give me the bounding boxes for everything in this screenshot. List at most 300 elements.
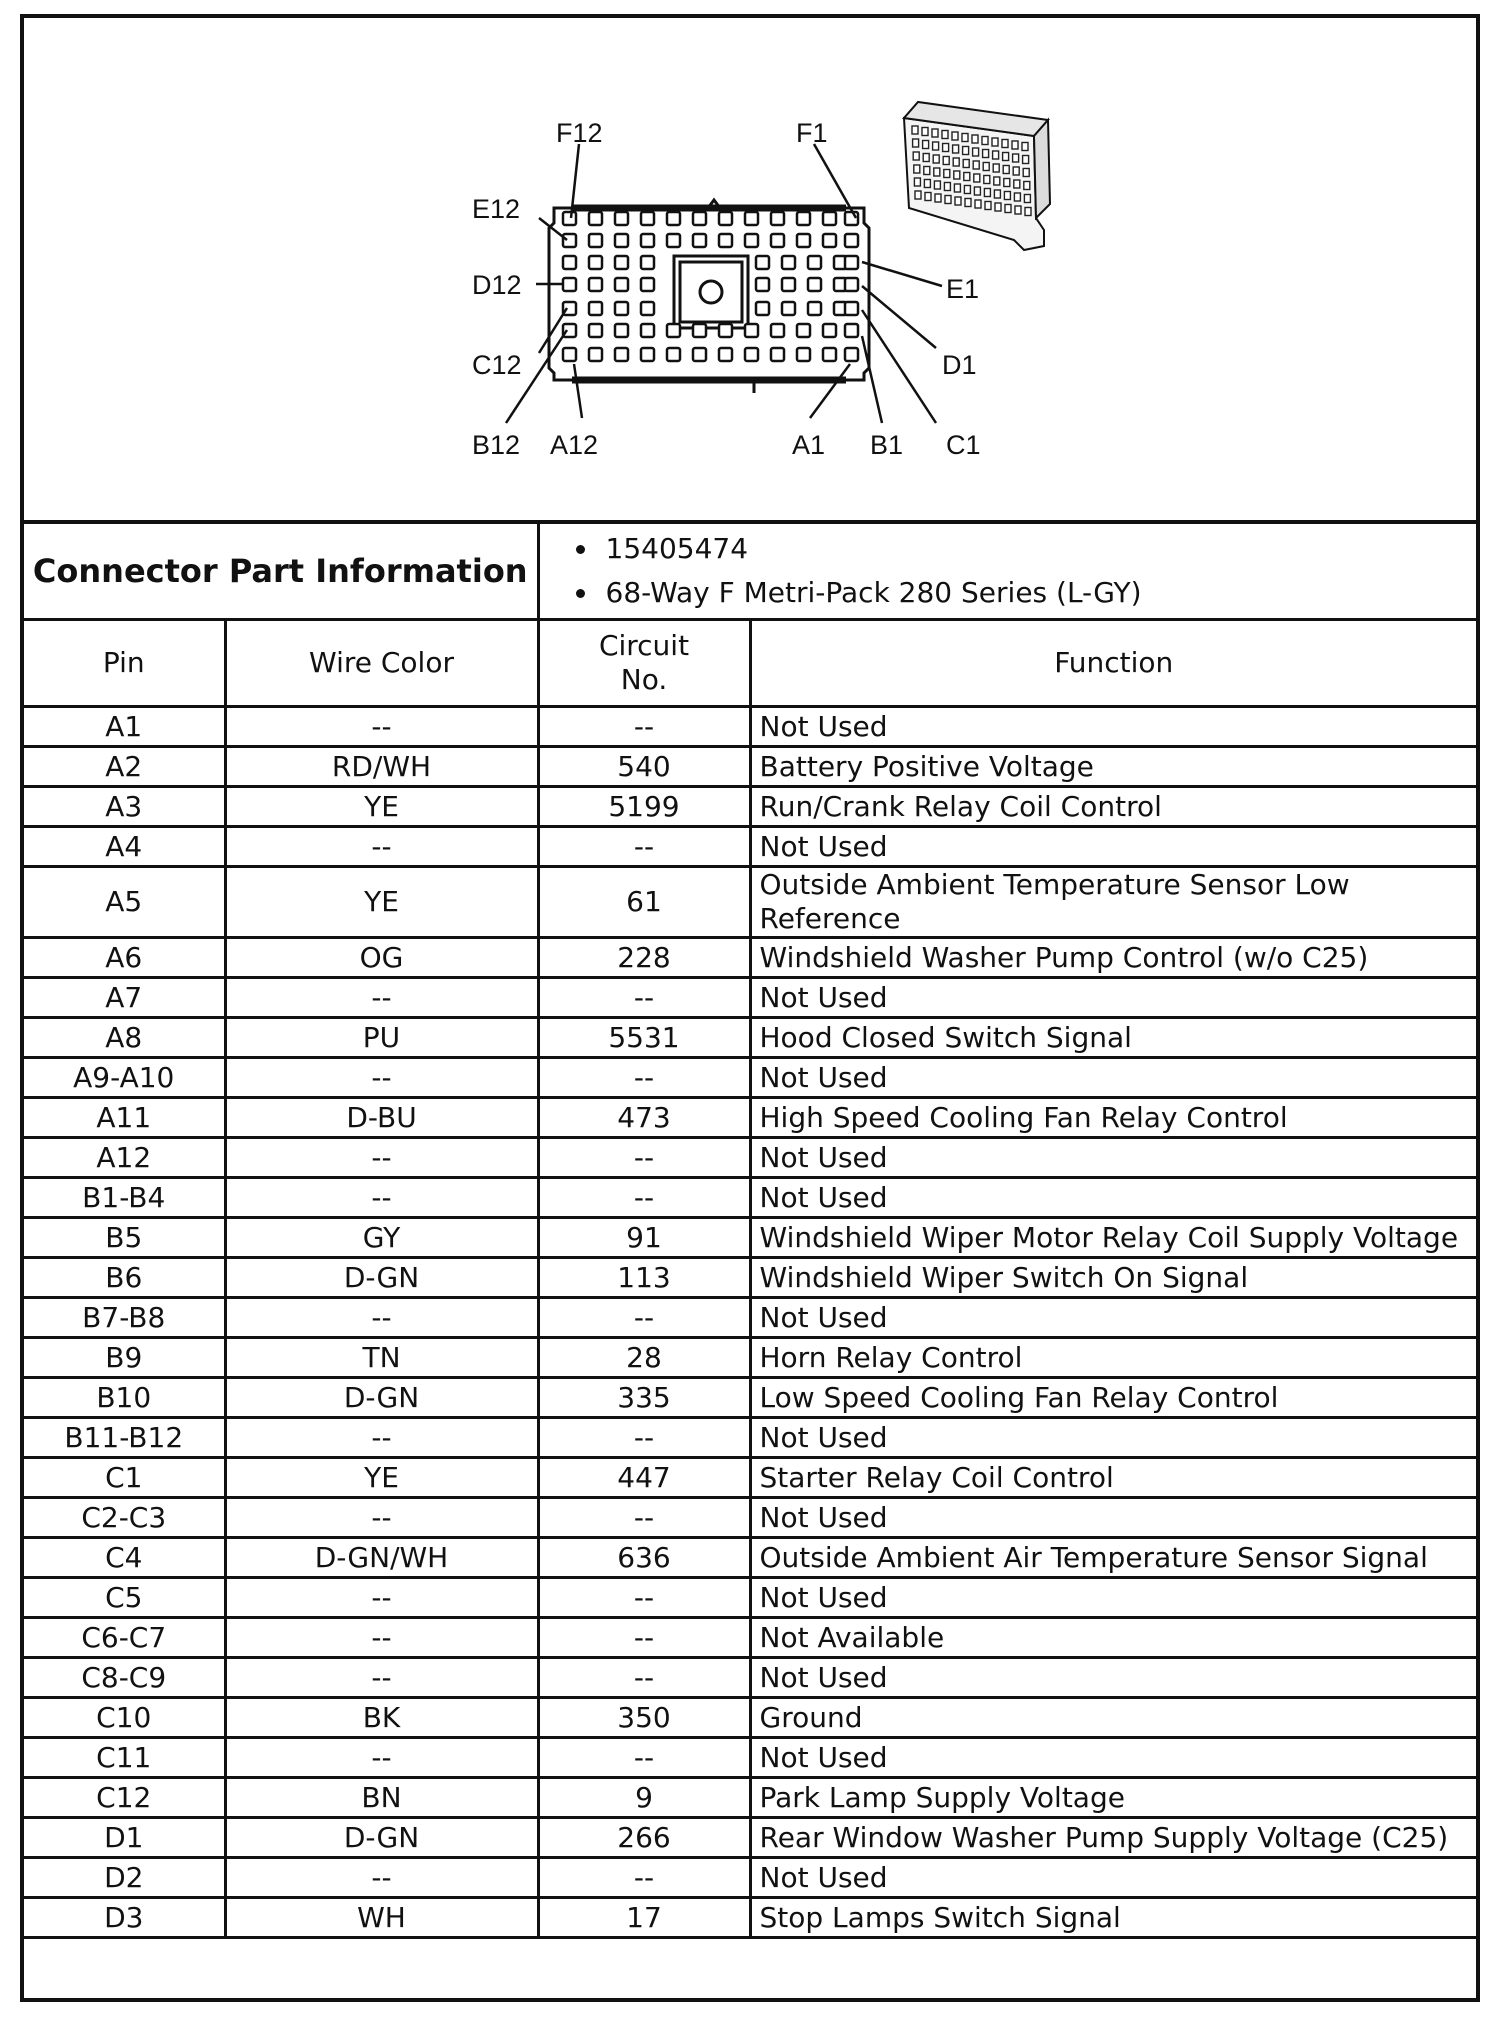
function-cell: Not Used — [750, 978, 1476, 1018]
pin-cell: A6 — [24, 938, 225, 978]
function-cell: Run/Crank Relay Coil Control — [750, 787, 1476, 827]
thumbnail-cavity — [1004, 192, 1010, 200]
pin-cavity — [563, 234, 576, 247]
thumbnail-cavity — [954, 171, 960, 179]
pin-cavity — [845, 324, 858, 337]
thumbnail-cavity — [924, 167, 930, 175]
table-row — [24, 1898, 1476, 1938]
pin-cell: D1 — [24, 1818, 225, 1858]
circuit-cell: 91 — [538, 1218, 750, 1258]
pin-cell: B10 — [24, 1378, 225, 1418]
circuit-cell: 228 — [538, 938, 750, 978]
pin-cavity — [693, 348, 706, 361]
thumbnail-cavity — [1013, 154, 1019, 162]
circuit-cell: 5531 — [538, 1018, 750, 1058]
pin-cavity — [615, 302, 628, 315]
thumbnail-cavity — [994, 177, 1000, 185]
circuit-cell: 113 — [538, 1258, 750, 1298]
table-row — [24, 1498, 1476, 1538]
table-row — [24, 1338, 1476, 1378]
thumbnail-cavity — [964, 173, 970, 181]
thumbnail-cavity — [992, 138, 998, 146]
thumbnail-cavity — [984, 189, 990, 197]
wire-color-cell: GY — [225, 1218, 538, 1258]
wire-color-cell: -- — [225, 1498, 538, 1538]
table-row — [24, 1098, 1476, 1138]
pin-cell: A8 — [24, 1018, 225, 1058]
thumbnail-cavity — [1015, 206, 1021, 214]
table-row — [24, 1178, 1476, 1218]
pin-cavity — [797, 234, 810, 247]
wire-color-cell: -- — [225, 1618, 538, 1658]
table-row — [24, 707, 1476, 747]
circuit-cell: -- — [538, 1138, 750, 1178]
thumbnail-cavity — [955, 197, 961, 205]
connector-face-drawing — [24, 18, 1476, 520]
thumbnail-cavity — [975, 200, 981, 208]
function-cell: Not Used — [750, 1138, 1476, 1178]
connector-diagram — [24, 18, 1476, 524]
pin-cavity — [667, 348, 680, 361]
table-row — [24, 938, 1476, 978]
wire-color-cell: -- — [225, 827, 538, 867]
pin-cell: B7-B8 — [24, 1298, 225, 1338]
thumbnail-cavity — [912, 126, 918, 134]
thumbnail-cavity — [1004, 179, 1010, 187]
thumbnail-cavity — [965, 199, 971, 207]
thumbnail-cavity — [1022, 143, 1028, 151]
function-cell: Not Used — [750, 1858, 1476, 1898]
table-row — [24, 1578, 1476, 1618]
circuit-cell: 636 — [538, 1538, 750, 1578]
header-circuit-text: Circuit No. — [598, 629, 690, 696]
function-cell: Outside Ambient Air Temperature Sensor Signal — [750, 1538, 1476, 1578]
label-b1: B1 — [870, 430, 904, 460]
thumbnail-cavity — [1003, 153, 1009, 161]
function-cell: Battery Positive Voltage — [750, 747, 1476, 787]
pin-cell: A1 — [24, 707, 225, 747]
table-row — [24, 1858, 1476, 1898]
circuit-cell: 61 — [538, 867, 750, 938]
wire-color-cell: -- — [225, 1738, 538, 1778]
function-cell: Windshield Wiper Switch On Signal — [750, 1258, 1476, 1298]
thumbnail-cavity — [984, 176, 990, 184]
connector-outline — [549, 200, 869, 393]
wire-color-cell: -- — [225, 1058, 538, 1098]
thumbnail-cavity — [943, 144, 949, 152]
thumbnail-cavity — [973, 148, 979, 156]
thumbnail-cavity — [933, 142, 939, 150]
thumbnail-cavity — [913, 152, 919, 160]
label-d12: D12 — [472, 270, 522, 300]
pin-cavity — [745, 212, 758, 225]
function-cell: Low Speed Cooling Fan Relay Control — [750, 1378, 1476, 1418]
pin-cavity — [719, 324, 732, 337]
circuit-cell: -- — [538, 707, 750, 747]
thumbnail-cavity — [1014, 180, 1020, 188]
pin-cell: A9-A10 — [24, 1058, 225, 1098]
thumbnail-cavity — [993, 151, 999, 159]
circuit-cell: 335 — [538, 1378, 750, 1418]
pin-cavity — [845, 302, 858, 315]
thumbnail-cavity — [952, 132, 958, 140]
label-c12: C12 — [472, 350, 522, 380]
thumbnail-cavity — [944, 170, 950, 178]
wire-color-cell: YE — [225, 867, 538, 938]
pin-cavity — [808, 278, 821, 291]
thumbnail-cavity — [925, 193, 931, 201]
thumbnail-cavity — [1005, 205, 1011, 213]
pin-cavity — [589, 302, 602, 315]
table-row — [24, 867, 1476, 938]
pin-cavity — [782, 256, 795, 269]
pin-cavity — [771, 348, 784, 361]
pin-cavity — [808, 256, 821, 269]
wire-color-cell: TN — [225, 1338, 538, 1378]
function-cell: Not Used — [750, 1578, 1476, 1618]
circuit-cell: -- — [538, 1298, 750, 1338]
pin-cavity — [845, 348, 858, 361]
thumbnail-cavity — [1024, 195, 1030, 203]
circuit-cell: -- — [538, 1578, 750, 1618]
circuit-cell: -- — [538, 827, 750, 867]
table-row — [24, 978, 1476, 1018]
pin-cavity — [845, 234, 858, 247]
thumbnail-cavity — [983, 150, 989, 158]
header-circuit — [538, 620, 750, 707]
circuit-cell: -- — [538, 1058, 750, 1098]
pin-cavity — [845, 278, 858, 291]
table-row — [24, 1618, 1476, 1658]
function-cell: Park Lamp Supply Voltage — [750, 1778, 1476, 1818]
thumbnail-cavity — [934, 168, 940, 176]
pin-cell: B9 — [24, 1338, 225, 1378]
wire-color-cell: BN — [225, 1778, 538, 1818]
function-cell: Not Used — [750, 1058, 1476, 1098]
pin-cavity — [641, 324, 654, 337]
pin-cavity — [756, 302, 769, 315]
pin-cavity — [641, 278, 654, 291]
thumbnail-cavity — [922, 128, 928, 136]
pinout-table — [24, 524, 1476, 1939]
thumbnail-cavity — [1003, 166, 1009, 174]
thumbnail-cavity — [973, 161, 979, 169]
wire-color-cell: YE — [225, 1458, 538, 1498]
function-cell: Not Used — [750, 1498, 1476, 1538]
wire-color-cell: WH — [225, 1898, 538, 1938]
thumbnail-cavity — [953, 145, 959, 153]
header-pin: Pin — [24, 620, 225, 707]
pin-cell: C8-C9 — [24, 1658, 225, 1698]
pin-cavity — [808, 302, 821, 315]
pin-cell: B6 — [24, 1258, 225, 1298]
circuit-cell: 447 — [538, 1458, 750, 1498]
thumbnail-cavity — [944, 183, 950, 191]
pin-cell: C1 — [24, 1458, 225, 1498]
pin-cavity — [641, 234, 654, 247]
thumbnail-cavity — [1013, 167, 1019, 175]
wire-color-cell: -- — [225, 1138, 538, 1178]
table-row — [24, 1298, 1476, 1338]
thumbnail-cavity — [934, 181, 940, 189]
pin-cavity — [615, 234, 628, 247]
pin-cell: A12 — [24, 1138, 225, 1178]
function-cell: Not Used — [750, 1178, 1476, 1218]
thumbnail-cavity — [924, 180, 930, 188]
pin-cavity — [745, 234, 758, 247]
thumbnail-cavity — [954, 184, 960, 192]
wire-color-cell: D-GN — [225, 1378, 538, 1418]
thumbnail-cavity — [935, 194, 941, 202]
thumbnail-cavity — [915, 191, 921, 199]
table-row — [24, 1138, 1476, 1178]
table-row — [24, 827, 1476, 867]
thumbnail-cavity — [995, 203, 1001, 211]
label-e1: E1 — [946, 274, 980, 304]
wire-color-cell: D-BU — [225, 1098, 538, 1138]
wire-color-cell: D-GN — [225, 1818, 538, 1858]
function-cell: High Speed Cooling Fan Relay Control — [750, 1098, 1476, 1138]
pin-cell: D3 — [24, 1898, 225, 1938]
table-row — [24, 1058, 1476, 1098]
wire-color-cell: D-GN — [225, 1258, 538, 1298]
pin-cavity — [823, 234, 836, 247]
thumbnail-cavity — [914, 165, 920, 173]
pin-grid — [563, 212, 858, 361]
pin-cavity — [771, 234, 784, 247]
connector-description: • 68-Way F Metri-Pack 280 Series (L-GY) — [600, 571, 1469, 615]
thumbnail-cavity — [933, 155, 939, 163]
pin-cavity — [745, 324, 758, 337]
function-cell: Stop Lamps Switch Signal — [750, 1898, 1476, 1938]
function-cell: Starter Relay Coil Control — [750, 1458, 1476, 1498]
connector-document — [20, 14, 1480, 2002]
pin-cell: A3 — [24, 787, 225, 827]
label-d1: D1 — [942, 350, 977, 380]
pin-cavity — [771, 324, 784, 337]
pin-cavity — [719, 234, 732, 247]
thumbnail-cavity — [985, 202, 991, 210]
pin-cell: A4 — [24, 827, 225, 867]
circuit-cell: 28 — [538, 1338, 750, 1378]
table-row — [24, 1738, 1476, 1778]
pin-cavity — [589, 324, 602, 337]
thumbnail-cavity — [1023, 156, 1029, 164]
pin-cell: B11-B12 — [24, 1418, 225, 1458]
thumbnail-cavity — [994, 190, 1000, 198]
pin-cavity — [615, 278, 628, 291]
table-row — [24, 1378, 1476, 1418]
pin-cavity — [823, 348, 836, 361]
pin-cavity — [771, 212, 784, 225]
thumbnail-cavity — [913, 139, 919, 147]
pin-cavity — [667, 324, 680, 337]
pin-cavity — [615, 256, 628, 269]
circuit-cell: 540 — [538, 747, 750, 787]
circuit-cell: 9 — [538, 1778, 750, 1818]
function-cell: Outside Ambient Temperature Sensor Low Reference — [750, 867, 1476, 938]
pin-cavity — [845, 212, 858, 225]
thumbnail-cavity — [914, 178, 920, 186]
pin-cavity — [693, 212, 706, 225]
thumbnail-cavity — [1023, 169, 1029, 177]
pin-cavity — [589, 212, 602, 225]
thumbnail-cavity — [963, 160, 969, 168]
pin-cavity — [563, 348, 576, 361]
pin-cell: C6-C7 — [24, 1618, 225, 1658]
pin-cavity — [667, 234, 680, 247]
thumbnail-cavity — [1012, 141, 1018, 149]
pin-cavity — [745, 348, 758, 361]
pin-cavity — [823, 324, 836, 337]
function-cell: Not Used — [750, 1658, 1476, 1698]
table-row — [24, 747, 1476, 787]
pin-cavity — [845, 256, 858, 269]
table-row — [24, 1218, 1476, 1258]
label-e12: E12 — [472, 194, 521, 224]
label-b12: B12 — [472, 430, 521, 460]
circuit-cell: -- — [538, 1658, 750, 1698]
circuit-cell: -- — [538, 1618, 750, 1658]
table-row — [24, 1538, 1476, 1578]
pin-cavity — [563, 212, 576, 225]
circuit-cell: 17 — [538, 1898, 750, 1938]
function-cell: Not Used — [750, 1738, 1476, 1778]
circuit-cell: -- — [538, 1178, 750, 1218]
thumbnail-cavity — [1025, 208, 1031, 216]
header-wire-color: Wire Color — [225, 620, 538, 707]
wire-color-cell: -- — [225, 1418, 538, 1458]
circuit-cell: -- — [538, 978, 750, 1018]
thumbnail-cavity — [945, 196, 951, 204]
pin-cell: C11 — [24, 1738, 225, 1778]
thumbnail-cavity — [943, 157, 949, 165]
thumbnail-cavity — [972, 135, 978, 143]
pin-cavity — [589, 234, 602, 247]
table-row — [24, 787, 1476, 827]
wire-color-cell: PU — [225, 1018, 538, 1058]
wire-color-cell: BK — [225, 1698, 538, 1738]
table-row — [24, 1658, 1476, 1698]
thumbnail-cavity — [974, 187, 980, 195]
function-cell: Not Used — [750, 1298, 1476, 1338]
circuit-cell: 266 — [538, 1818, 750, 1858]
thumbnail-cavity — [923, 141, 929, 149]
connector-3d-thumbnail — [904, 102, 1050, 250]
circuit-cell: -- — [538, 1498, 750, 1538]
pin-cavity — [797, 212, 810, 225]
pin-cell: C2-C3 — [24, 1498, 225, 1538]
circuit-cell: 5199 — [538, 787, 750, 827]
pin-cell: C10 — [24, 1698, 225, 1738]
thumbnail-cavity — [983, 163, 989, 171]
pin-cavity — [719, 348, 732, 361]
label-c1: C1 — [946, 430, 981, 460]
pin-cell: A5 — [24, 867, 225, 938]
pin-cavity — [563, 256, 576, 269]
thumbnail-cavity — [963, 147, 969, 155]
pin-cavity — [615, 348, 628, 361]
pin-cell: C12 — [24, 1778, 225, 1818]
header-function: Function — [750, 620, 1476, 707]
circuit-cell: -- — [538, 1858, 750, 1898]
pin-cavity — [589, 278, 602, 291]
pin-cavity — [641, 212, 654, 225]
wire-color-cell: -- — [225, 1858, 538, 1898]
thumbnail-cavity — [953, 158, 959, 166]
thumbnail-cavity — [1014, 193, 1020, 201]
pin-cell: C4 — [24, 1538, 225, 1578]
table-header-row — [24, 620, 1476, 707]
wire-color-cell: -- — [225, 978, 538, 1018]
pin-cell: D2 — [24, 1858, 225, 1898]
pin-cavity — [756, 278, 769, 291]
wire-color-cell: D-GN/WH — [225, 1538, 538, 1578]
table-row — [24, 1418, 1476, 1458]
pin-cell: B1-B4 — [24, 1178, 225, 1218]
table-row — [24, 1458, 1476, 1498]
pin-cavity — [615, 212, 628, 225]
connector-info-title: Connector Part Information — [24, 524, 538, 620]
pin-cavity — [756, 256, 769, 269]
function-cell: Not Used — [750, 827, 1476, 867]
function-cell: Not Available — [750, 1618, 1476, 1658]
wire-color-cell: -- — [225, 707, 538, 747]
circuit-cell: 350 — [538, 1698, 750, 1738]
table-row — [24, 1018, 1476, 1058]
thumbnail-cavity — [1024, 182, 1030, 190]
thumbnail-cavity — [923, 154, 929, 162]
pin-cavity — [693, 234, 706, 247]
pin-cavity — [797, 324, 810, 337]
wire-color-cell: -- — [225, 1178, 538, 1218]
pin-cell: A11 — [24, 1098, 225, 1138]
pin-cavity — [563, 278, 576, 291]
pin-cavity — [641, 302, 654, 315]
thumbnail-cavity — [982, 137, 988, 145]
function-cell: Rear Window Washer Pump Supply Voltage (C25) — [750, 1818, 1476, 1858]
part-number: • 15405474 — [600, 527, 1469, 571]
wire-color-cell: RD/WH — [225, 747, 538, 787]
function-cell: Windshield Wiper Motor Relay Coil Supply Voltage — [750, 1218, 1476, 1258]
thumbnail-cavity — [1002, 140, 1008, 148]
pin-cavity — [693, 324, 706, 337]
function-cell: Not Used — [750, 707, 1476, 747]
pin-cavity — [641, 256, 654, 269]
function-cell: Not Used — [750, 1418, 1476, 1458]
pin-cavity — [797, 348, 810, 361]
wire-color-cell: -- — [225, 1658, 538, 1698]
label-f12: F12 — [556, 118, 603, 148]
connector-info-list — [548, 527, 1469, 615]
thumbnail-cavity — [942, 131, 948, 139]
circuit-cell: -- — [538, 1418, 750, 1458]
table-row — [24, 1778, 1476, 1818]
wire-color-cell: -- — [225, 1298, 538, 1338]
thumbnail-cavity — [962, 134, 968, 142]
connector-info-row — [24, 524, 1476, 620]
thumbnail-cavity — [964, 186, 970, 194]
wire-color-cell: OG — [225, 938, 538, 978]
pin-cavity — [782, 278, 795, 291]
label-a12: A12 — [550, 430, 599, 460]
label-f1: F1 — [796, 118, 828, 148]
pin-cavity — [823, 212, 836, 225]
table-row — [24, 1698, 1476, 1738]
circuit-cell: 473 — [538, 1098, 750, 1138]
label-a1: A1 — [792, 430, 826, 460]
function-cell: Horn Relay Control — [750, 1338, 1476, 1378]
